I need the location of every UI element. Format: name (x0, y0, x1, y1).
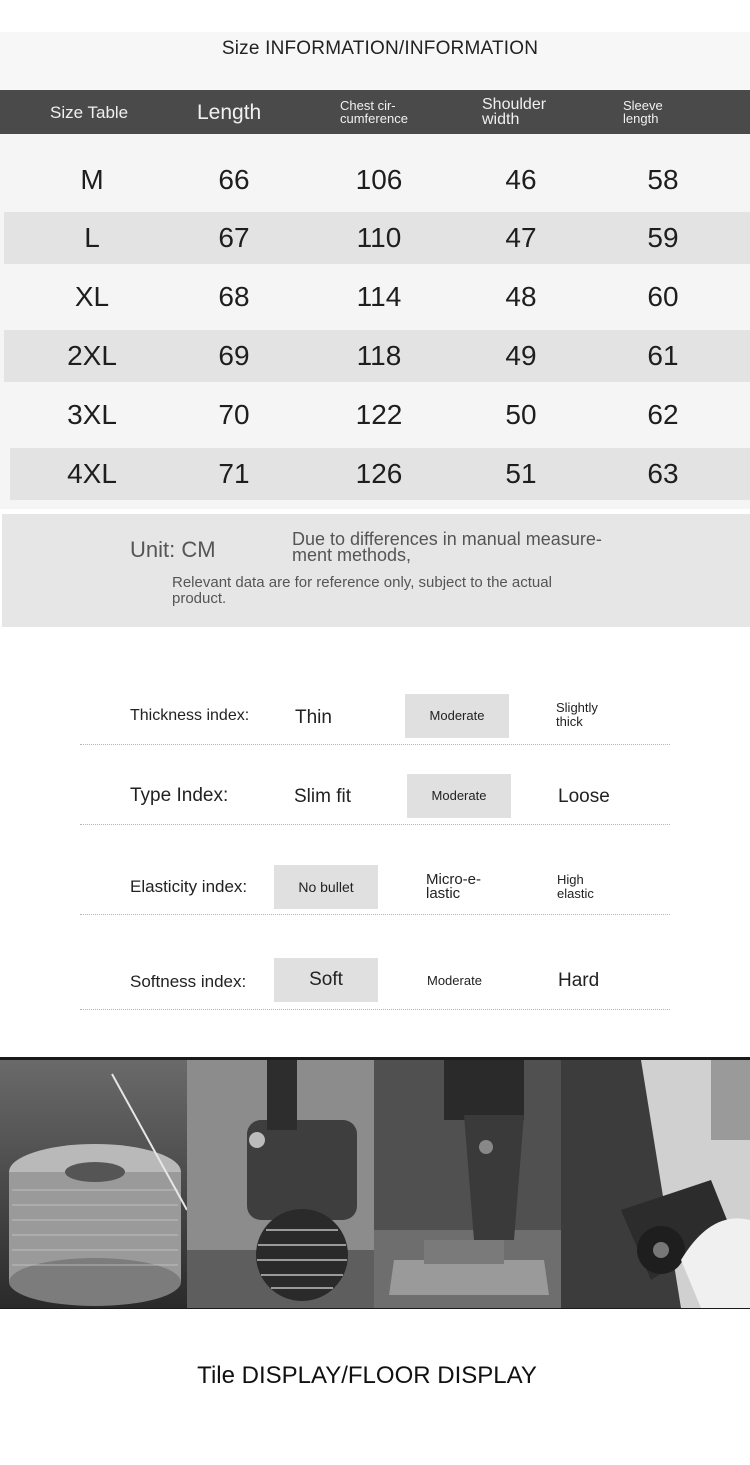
cell-shoulder: 47 (505, 222, 537, 253)
cell-length: 66 (218, 164, 250, 195)
sewing-wheel-photo (187, 1060, 374, 1308)
cell-size: 3XL (67, 399, 117, 430)
cell-length: 69 (218, 340, 250, 371)
cell-sleeve: 61 (647, 340, 679, 371)
table-row (4, 330, 750, 382)
softness-option-3: Hard (558, 970, 600, 991)
cell-sleeve: 58 (647, 164, 679, 195)
thickness-option-1: Thin (295, 707, 332, 728)
ironing-photo (561, 1060, 750, 1308)
thickness-option-2-selected: Moderate (405, 694, 509, 738)
cell-chest: 126 (355, 458, 403, 489)
type-option-3: Loose (558, 786, 610, 807)
cell-sleeve: 63 (647, 458, 679, 489)
cell-chest: 106 (355, 164, 403, 195)
elasticity-index-label: Elasticity index: (130, 877, 248, 896)
cell-sleeve: 62 (647, 399, 679, 430)
cell-chest: 110 (356, 222, 402, 253)
display-section-title: Tile DISPLAY/FLOOR DISPLAY (197, 1362, 537, 1389)
table-row (0, 271, 750, 323)
type-option-1: Slim fit (294, 786, 351, 807)
cell-size: 4XL (67, 458, 117, 489)
index-row-type (80, 765, 670, 825)
cell-sleeve: 60 (647, 281, 679, 312)
cell-length: 67 (218, 222, 250, 253)
note-reference-only: Relevant data are for reference only, subject to the actual product. (172, 574, 552, 607)
cell-size: 2XL (67, 340, 117, 371)
softness-option-2: Moderate (427, 973, 482, 988)
page-title: Size INFORMATION/INFORMATION (221, 38, 539, 59)
note-measurement-differences: Due to differences in manual measure- ment methods, (292, 529, 602, 565)
cell-shoulder: 49 (505, 340, 537, 371)
cell-length: 71 (218, 458, 250, 489)
header-sleeve-length: Sleeve length (623, 98, 663, 126)
table-row (0, 154, 750, 206)
cell-shoulder: 46 (505, 164, 537, 195)
cell-shoulder: 51 (505, 458, 537, 489)
cell-chest: 122 (355, 399, 403, 430)
cell-length: 70 (218, 399, 250, 430)
cell-size: M (80, 164, 104, 195)
index-row-thickness (80, 685, 670, 745)
cell-shoulder: 50 (505, 399, 537, 430)
table-row (0, 389, 750, 441)
index-row-softness (80, 950, 670, 1010)
type-index-label: Type Index: (130, 785, 229, 806)
elasticity-option-2: Micro-e- lastic (426, 871, 481, 902)
table-row (4, 212, 750, 264)
softness-index-label: Softness index: (130, 972, 247, 991)
header-shoulder-width: Shoulder width (482, 96, 547, 128)
header-length: Length (197, 100, 262, 124)
cell-chest: 118 (356, 340, 402, 371)
cell-shoulder: 48 (505, 281, 537, 312)
index-row-elasticity (80, 855, 670, 915)
unit-label: Unit: CM (130, 537, 216, 562)
measurement-note (2, 514, 750, 627)
table-row (10, 448, 750, 500)
elasticity-option-1-selected: No bullet (274, 865, 378, 909)
thickness-option-3: Slightly thick (556, 700, 598, 729)
header-chest-circumference: Chest cir- cumference (340, 98, 408, 126)
top-margin (0, 0, 750, 32)
craft-photo-strip (0, 1057, 750, 1309)
elasticity-option-3: High elastic (557, 872, 594, 901)
type-option-2-selected: Moderate (407, 774, 511, 818)
presser-foot-photo (374, 1060, 561, 1308)
cell-size: L (84, 222, 100, 253)
cell-length: 68 (218, 281, 250, 312)
size-table-body (0, 134, 750, 509)
size-table-header (0, 90, 750, 134)
cell-chest: 114 (356, 281, 402, 312)
cell-size: XL (74, 281, 110, 312)
thickness-index-label: Thickness index: (130, 707, 250, 724)
cell-sleeve: 59 (647, 222, 679, 253)
thread-spool-photo (0, 1060, 187, 1308)
softness-option-1-selected: Soft (274, 958, 378, 1002)
header-size-table: Size Table (50, 102, 129, 122)
